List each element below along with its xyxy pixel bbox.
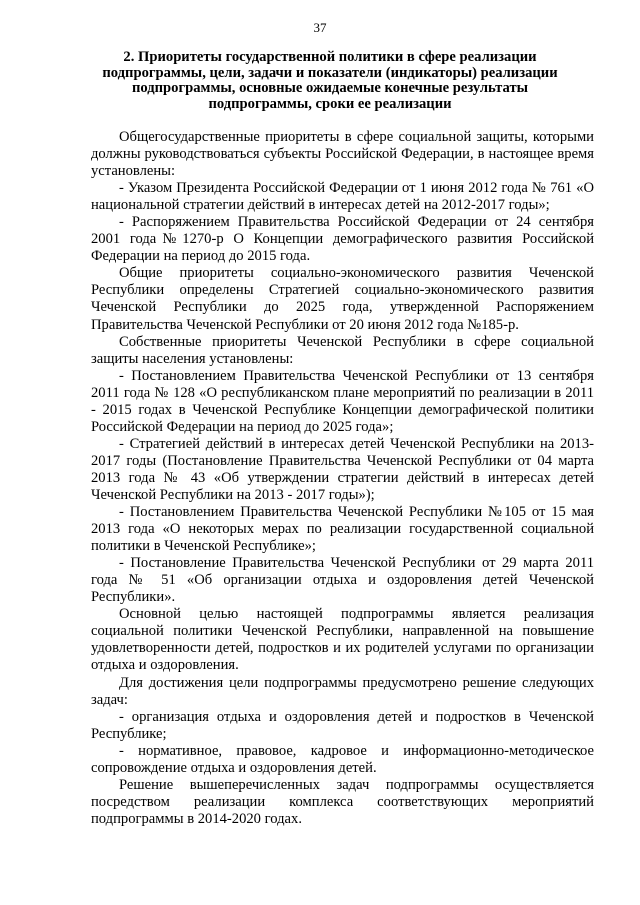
heading-line: подпрограммы, сроки ее реализации [208, 95, 452, 112]
paragraph: Решение вышеперечисленных задач подпрограммы осуществляется посредством реализации комплекса соответствующих мероприятий подпрограммы в 2014-2020 годах. [91, 776, 594, 827]
list-item: - Стратегией действий в интересах детей Чеченской Республики на 2013-2017 годы (Постановление Правительства Чеченской Республики от 04 марта 2013 года № 43 «Об утверждении стратегии действий в интересах детей Чеченской Республики на 2013 - 2017 годы»); [91, 435, 594, 503]
list-item: - Указом Президента Российской Федерации от 1 июня 2012 года № 761 «О национальной стратегии действий в интересах детей на 2012-2017 годы»; [91, 180, 594, 214]
list-item: - Постановление Правительства Чеченской Республики от 29 марта 2011 года № 51 «Об организации отдыха и оздоровления детей Чеченской Республики». [91, 555, 594, 606]
paragraph: Для достижения цели подпрограммы предусмотрено решение следующих задач: [91, 674, 594, 708]
list-item: - организация отдыха и оздоровления детей и подростков в Чеченской Республике; [91, 708, 594, 742]
body-text [91, 129, 594, 828]
paragraph: Общие приоритеты социально-экономического развития Чеченской Республики определены Стратегией социально-экономического развития Чеченской Республики до 2025 года, утвержденной Распоряжением Правительства Чеченской Республики от 20 июня 2012 года №185-р. [91, 265, 594, 333]
paragraph: Основной целью настоящей подпрограммы является реализация социальной политики Чеченской Республики, направленной на повышение удовлетворенности детей, подростков и их родителей услугами по организации отдыха и оздоровления. [91, 606, 594, 674]
paragraph: Собственные приоритеты Чеченской Республики в сфере социальной защиты населения установлены: [91, 333, 594, 367]
list-item: - Распоряжением Правительства Российской Федерации от 24 сентября 2001 года№1270-р О Концепции демографического развития Российской Федерации на период до 2015 года. [91, 214, 594, 265]
heading-line: подпрограммы, цели, задачи и показатели (индикаторы) реализации [102, 64, 558, 81]
heading-line: 2. Приоритеты государственной политики в сфере реализации [123, 49, 537, 65]
heading-line: подпрограммы, основные ожидаемые конечные результаты [131, 80, 529, 96]
paragraph: Общегосударственные приоритеты в сфере социальной защиты, которыми должны руководствоваться субъекты Российской Федерации, в настоящее время установлены: [91, 129, 594, 180]
page-number: 37 [313, 20, 327, 35]
list-item: - Постановлением Правительства Чеченской Республики от 13 сентября 2011 года № 128 «О республиканском плане мероприятий по реализации в 2011 - 2015 годах в Чеченской Республике Концепции демографической политики Российской Федерации на период до 2025 года»; [91, 367, 594, 435]
list-item: - нормативное, правовое, кадровое и информационно-методическое сопровождение отдыха и оздоровления детей. [91, 742, 594, 776]
list-item: - Постановлением Правительства Чеченской Республики №105 от 15 мая 2013 года «О некоторых мерах по реализации государственной социальной политики в Чеченской Республике»; [91, 504, 594, 555]
section-heading [90, 50, 570, 112]
